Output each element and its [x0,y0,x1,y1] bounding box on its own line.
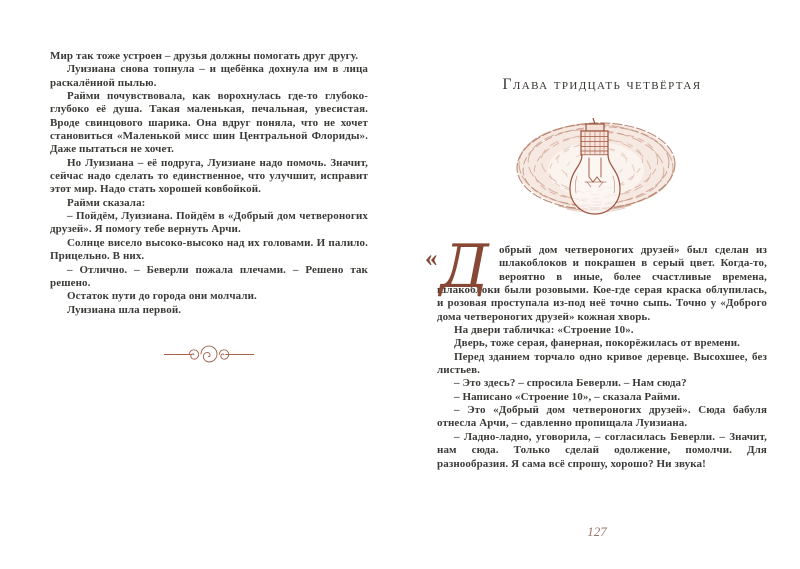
paragraph: – Ладно-ладно, уговорила, – согласилась Беверли. – Значит, нам сюда. Только сделай одолжение, помолчи. Для разнообразия. Я сама всё спрошу, хорошо? Ни звука! [437,430,767,470]
page-number: 127 [587,524,607,539]
drop-cap-quote: « [425,245,438,272]
lightbulb-sketch-icon [510,118,682,216]
paragraph: Но Луизиана – её подруга, Луизиане надо помочь. Значит, сейчас надо сделать то единственное, что улучшит, исправит этот мир. Надо стать хорошей ковбойкой. [50,156,368,196]
paragraph: Остаток пути до города они молчали. [67,290,257,303]
paragraph: Райми сказала: [67,196,146,209]
paragraph: – Отлично. – Беверли пожала плечами. – Решено так решено. [50,263,368,289]
paragraph-with-drop-cap [425,232,767,324]
drop-cap [425,232,499,302]
section-divider-ornament [50,341,368,372]
paragraph: Солнце висело высоко-высоко над их головами. И палило. Прицельно. В них. [50,236,368,263]
paragraph: Райми почувствовала, как ворохнулась где-то глубоко-глубоко её душа. Такая маленькая, печальная, увесистая. Вроде свинцового шарика. Она вдруг поняла, что не хочет становиться «Маленькой мисс шин Центральной Флориды». Даже пытаться не хочет. [50,90,368,156]
right-page-text [425,232,767,471]
left-page-text [50,50,368,317]
spiral-flourish-icon [164,341,254,367]
paragraph: – Это «Добрый дом четвероногих друзей». Сюда бабуля отнесла Арчи, – сдавленно пропищала Луизиана. [437,404,767,430]
paragraph: Мир так тоже устроен – друзья должны помогать друг другу. [50,50,359,62]
paragraph-text: обрый дом четвероногих друзей» был сделан из шлакоблоков и покрашен в серый цвет. Когда-то, вероятно в иные, более счастливые времена, шлакоблоки были розовыми. Кое-где серая краска облупилась, и розовая проступала из-под неё точно сыпь. Точно у «Доброго дома четвероногих друзей» кожная хворь. [437,244,767,323]
paragraph: Луизиана снова топнула – и щебёнка дохнула им в лица раскалённой пылью. [50,63,368,89]
paragraph: – Это здесь? – спросила Беверли. – Нам сюда? [454,377,687,390]
paragraph: – Пойдём, Луизиана. Пойдём в «Добрый дом четвероногих друзей». Я помогу тебе вернуть Арчи. [50,210,368,236]
lightbulb-illustration [510,118,682,216]
paragraph: На двери табличка: «Строение 10». [454,324,634,337]
paragraph: Перед зданием торчало одно кривое деревце. Высохшее, без листьев. [437,350,767,377]
chapter-title: Глава тридцать четвёртая [502,76,702,93]
drop-cap-letter: Д [440,232,489,302]
paragraph: – Написано «Строение 10», – сказала Райми. [454,390,681,403]
paragraph: Луизиана шла первой. [67,303,182,316]
paragraph: Дверь, тоже серая, фанерная, покорёжилась от времени. [454,337,740,350]
